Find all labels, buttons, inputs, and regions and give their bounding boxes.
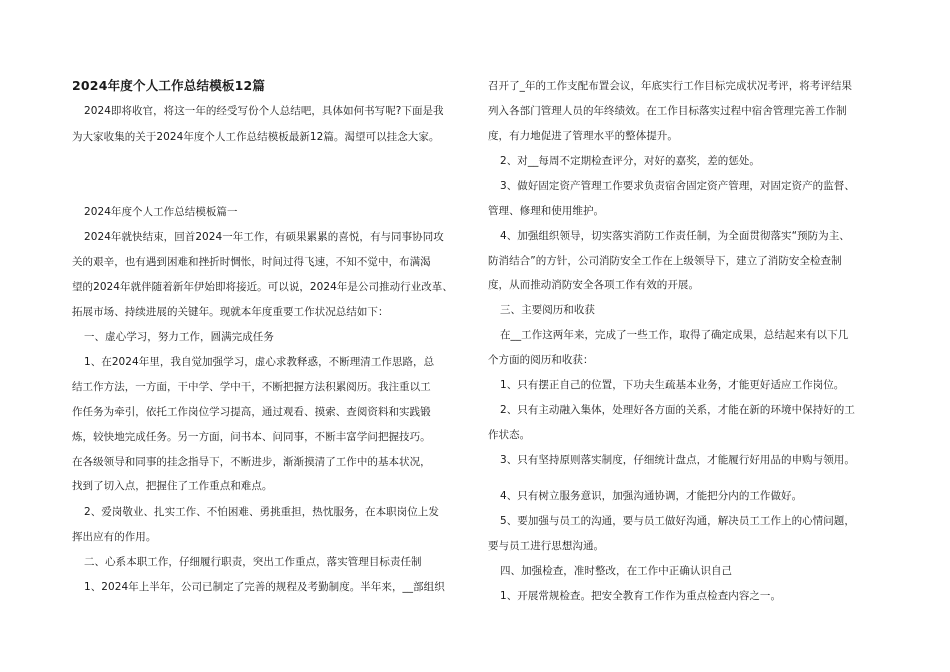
intro-line-2: 为大家收集的关于2024年度个人工作总结模板最新12篇。渴望可以挂念大家。 (72, 131, 440, 143)
paragraph-line: 2、对__每周不定期检查评分，对好的嘉奖，差的惩处。 (500, 155, 760, 167)
subheading: 二、心系本职工作，仔细履行职责，突出工作重点，落实管理目标责任制 (84, 556, 422, 568)
paragraph-line: 拓展市场、持续进展的关键年。现就本年度重要工作状况总结如下： (72, 306, 389, 318)
paragraph-line: 2、爱岗敬业、扎实工作、不怕困难、勇挑重担，热忱服务，在本职岗位上发 (84, 506, 439, 518)
paragraph-line: 4、只有树立服务意识，加强沟通协调，才能把分内的工作做好。 (500, 490, 803, 502)
intro-line-1: 2024即将收官，将这一年的经受写份个人总结吧，具体如何书写呢?下面是我 (84, 105, 444, 117)
subheading: 三、主要阅历和收获 (500, 304, 595, 316)
paragraph-line: 在各级领导和同事的挂念指导下，不断进步，渐渐摸清了工作中的基本状况， (72, 456, 431, 468)
paragraph-line: 3、做好固定资产管理工作要求负责宿舍固定资产管理，对固定资产的监督、 (500, 180, 855, 192)
paragraph-line: 度，有力地促进了管理水平的整体提升。 (488, 130, 678, 142)
paragraph-line: 要与员工进行思想沟通。 (488, 540, 605, 552)
paragraph-line: 管理、修理和使用维护。 (488, 205, 605, 217)
paragraph-line: 作状态。 (488, 429, 531, 441)
paragraph-line: 炼，较快地完成任务。另一方面，问书本、问同事，不断丰富学问把握技巧。 (72, 431, 431, 443)
subheading: 四、加强检查，准时整改，在工作中正确认识自己 (500, 565, 733, 577)
paragraph-line: 3、只有坚持原则落实制度，仔细统计盘点，才能履行好用品的申购与领用。 (500, 454, 855, 466)
section-heading: 2024年度个人工作总结模板篇一 (84, 206, 238, 218)
paragraph-line: 挥出应有的作用。 (72, 531, 157, 543)
paragraph-line: 作任务为牵引，依托工作岗位学习提高，通过观看、摸索、查阅资料和实践锻 (72, 406, 431, 418)
paragraph-line: 在__工作这两年来，完成了一些工作，取得了确定成果，总结起来有以下几 (500, 329, 849, 341)
paragraph-line: 召开了_年的工作支配布置会议，年底实行工作目标完成状况考评，将考评结果 (488, 80, 852, 92)
paragraph-line: 1、只有摆正自己的位置，下功夫生疏基本业务，才能更好适应工作岗位。 (500, 379, 845, 391)
document-title: 2024年度个人工作总结模板12篇 (72, 78, 266, 93)
paragraph-line: 找到了切入点，把握住了工作重点和难点。 (72, 480, 273, 492)
paragraph-line: 列入各部门管理人员的年终绩效。在工作目标落实过程中宿舍管理完善工作制 (488, 105, 847, 117)
paragraph-line: 5、要加强与员工的沟通，要与员工做好沟通，解决员工工作上的心情问题， (500, 515, 855, 527)
paragraph-line: 结工作方法，一方面，干中学、学中干，不断把握方法积累阅历。我注重以工 (72, 381, 431, 393)
paragraph-line: 防消结合”的方针，公司消防安全工作在上级领导下，建立了消防安全检查制 (488, 255, 842, 267)
paragraph-line: 个方面的阅历和收获： (488, 354, 594, 366)
paragraph-line: 2、只有主动融入集体，处理好各方面的关系，才能在新的环境中保持好的工 (500, 404, 855, 416)
paragraph-line: 关的艰辛，也有遇到困难和挫折时惆怅，时间过得飞速，不知不觉中，布满渴 (72, 256, 431, 268)
paragraph-line: 1、开展常规检查。把安全教育工作作为重点检查内容之一。 (500, 590, 782, 602)
paragraph-line: 1、2024年上半年，公司已制定了完善的规程及考勤制度。半年来，__部组织 (84, 581, 445, 593)
paragraph-line: 度，从而推动消防安全各项工作有效的开展。 (488, 279, 699, 291)
paragraph-line: 望的2024年就伴随着新年伊始即将接近。可以说，2024年是公司推动行业改革、 (72, 281, 453, 293)
paragraph-line: 4、加强组织领导，切实落实消防工作责任制，为全面贯彻落实“预防为主、 (500, 230, 850, 242)
paragraph-line: 2024年就快结束，回首2024一年工作，有硕果累累的喜悦，有与同事协同攻 (84, 231, 444, 243)
paragraph-line: 1、在2024年里，我自觉加强学习，虚心求教释惑，不断理清工作思路，总 (84, 356, 435, 368)
subheading: 一、虚心学习，努力工作，圆满完成任务 (84, 331, 274, 343)
